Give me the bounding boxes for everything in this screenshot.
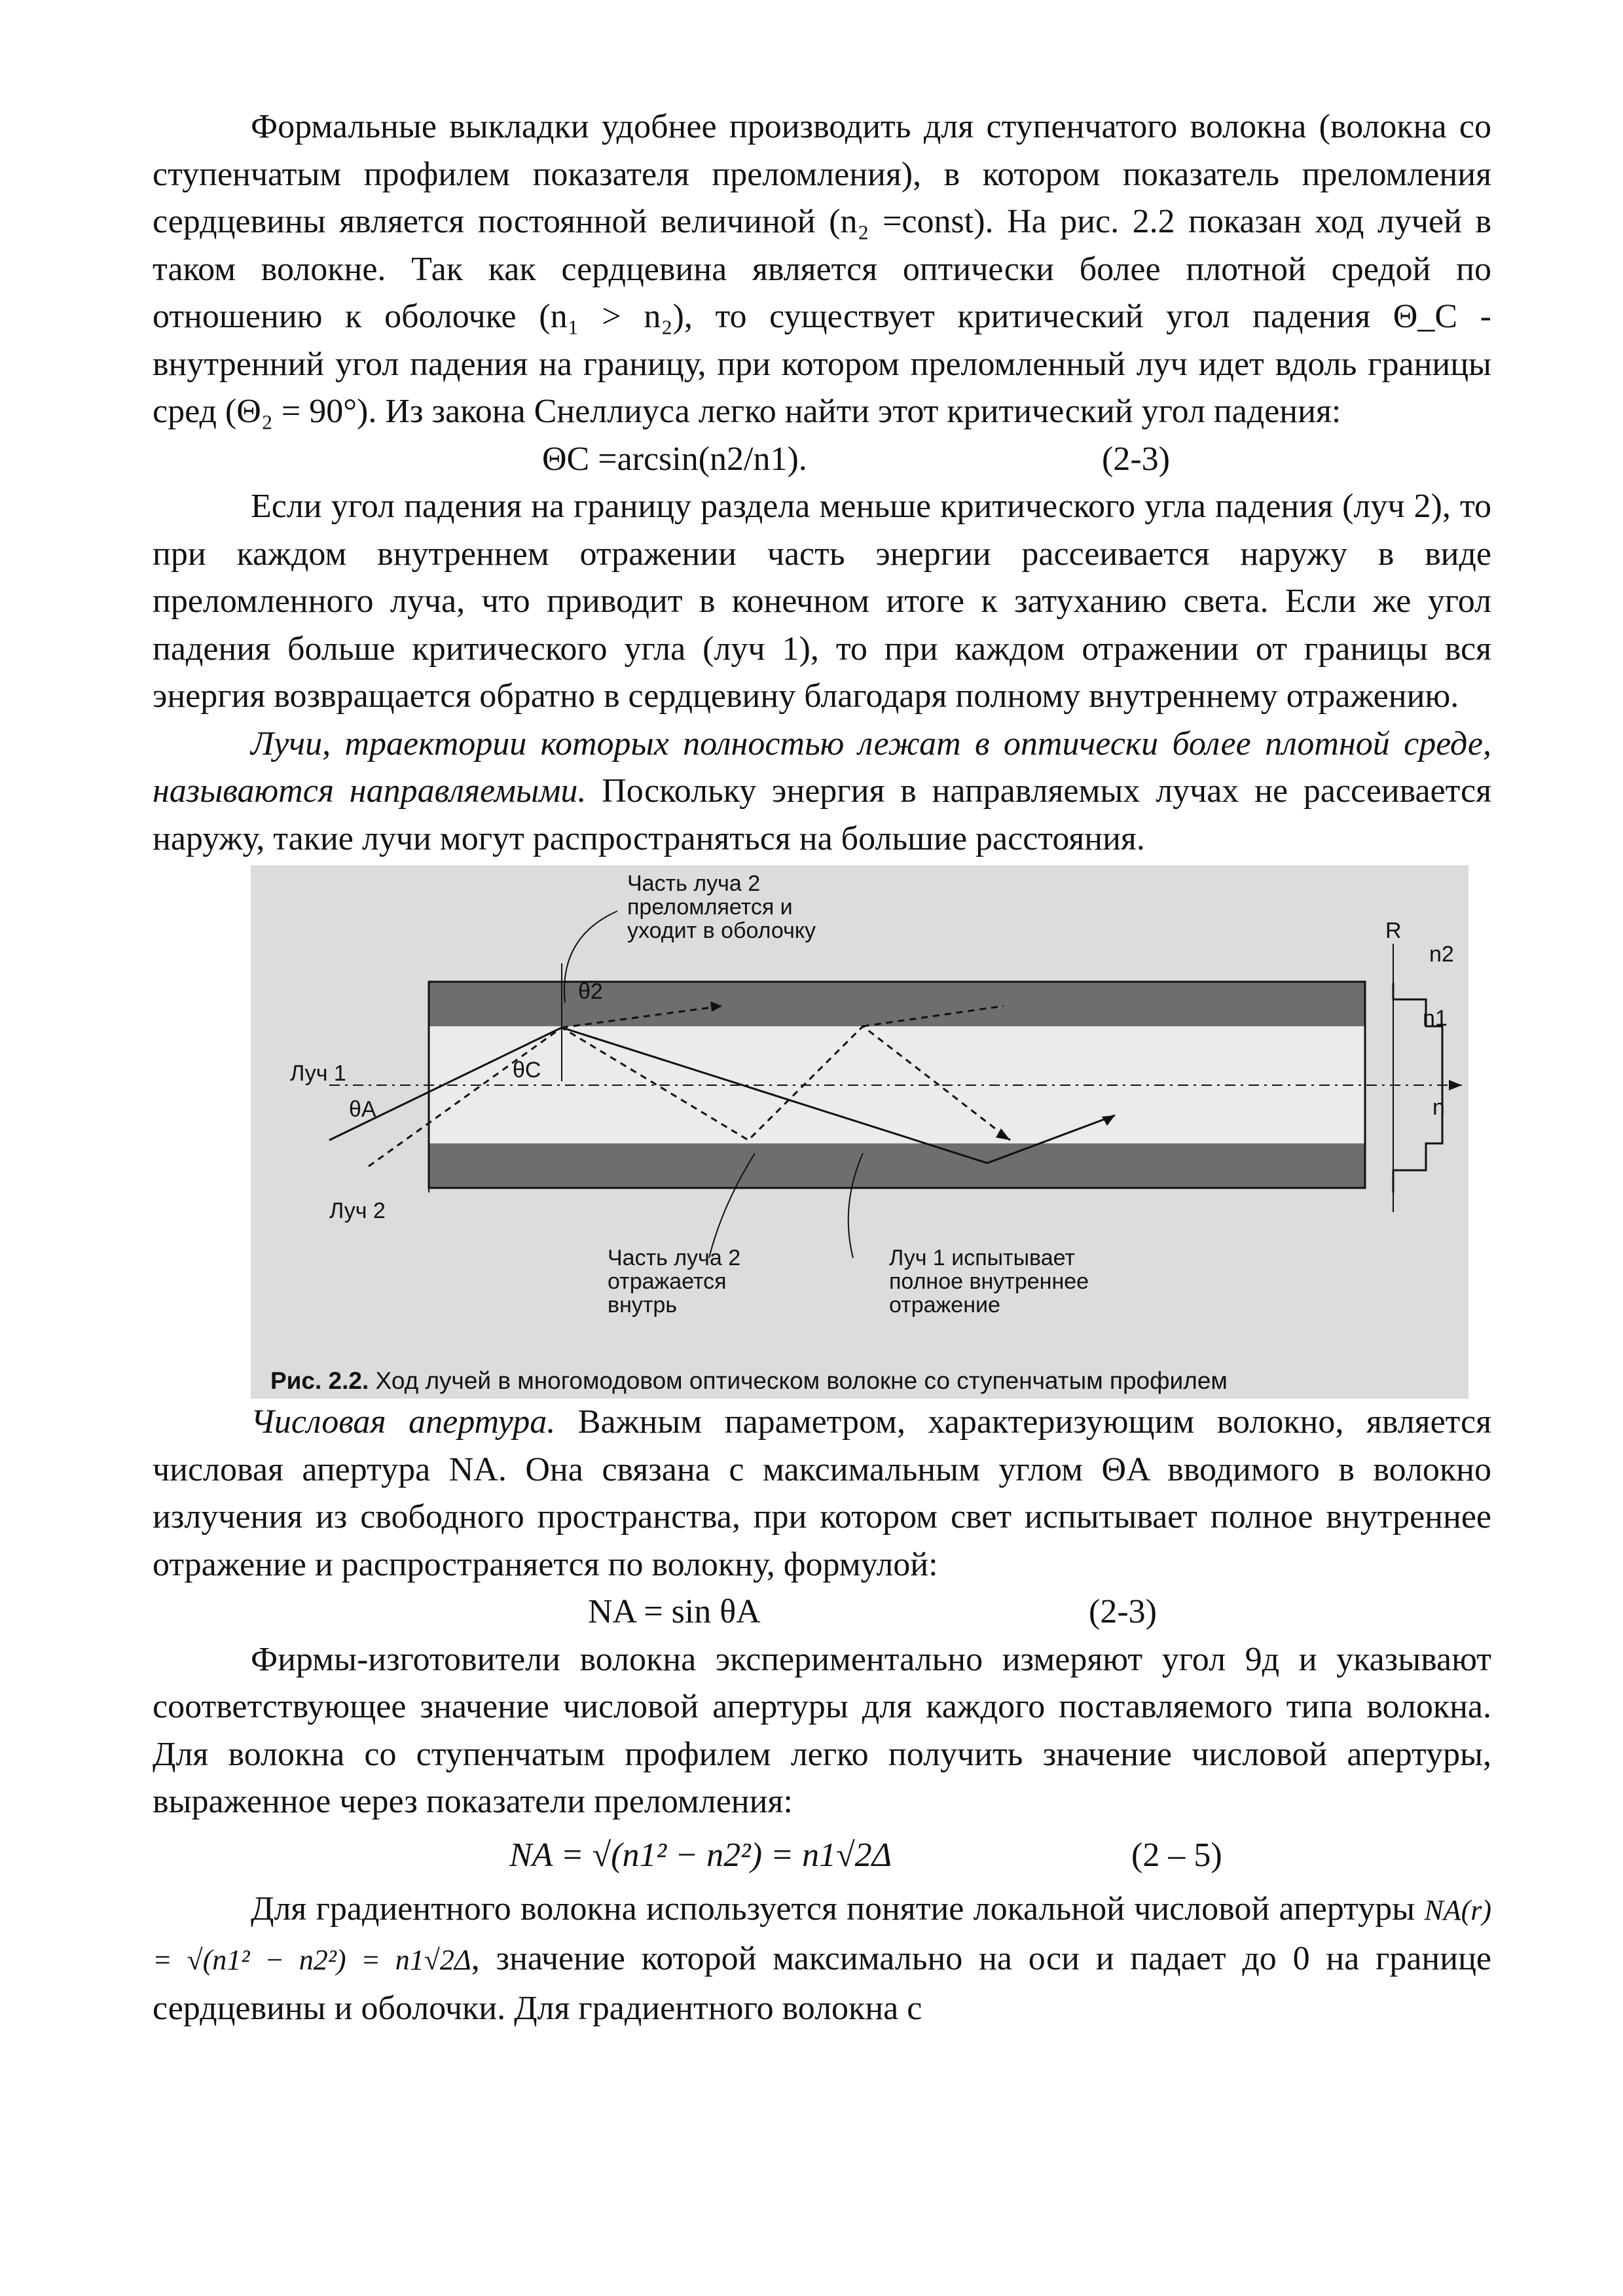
graded-formula: NA(r) = √(n1² − n2²) = n1√2Δ xyxy=(153,1893,1492,1976)
equation-number: (2-3) xyxy=(1089,1593,1157,1630)
label-n1: n1 xyxy=(1423,1006,1448,1031)
paragraph-manufacturers: Фирмы-изготовители волокна экспериментально измеряют угол 9д и указывают соответствующее значение числовой апертуры для каждого поставляемого типа волокна. Для волокна со ступенчатым профилем легко получить значение числовой апертуры, выраженное через показатели преломления: xyxy=(153,1640,1491,1820)
label-part-reflected: Часть луча 2 отражается внутрь xyxy=(608,1246,741,1318)
figure-ray-paths xyxy=(251,865,1468,1399)
graded-text-a: Для градиентного волокна используется понятие локальной числовой апертуры xyxy=(251,1890,1415,1928)
paragraph-step-fiber: Формальные выкладки удобнее производить для ступенчатого волокна (волокна со ступенчатым профилем показателя преломления), в котором показатель преломления сердцевины является постоянной величиной (n₂ =const). На рис. 2.2 показан ход лучей в таком волокне. Так как сердцевина является оптически более плотной средой по отношению к оболочке (n₁ > n₂), то существует критический угол падения Θ_C - внутренний угол падения на границу, при котором преломленный луч идет вдоль границы сред (Θ₂ = 90°). Из закона Снеллиуса легко найти этот критический угол падения: xyxy=(153,108,1491,430)
graded-text-b: , значение которой максимально на оси и падает до 0 на границе сердцевины и оболочки. Для градиентного волокна с xyxy=(153,1939,1491,2027)
label-n: n xyxy=(1432,1095,1445,1120)
label-ray-2: Луч 2 xyxy=(329,1198,386,1223)
guided-rays-definition: Лучи, траектории которых полностью лежат в оптически более плотной среде, называются направляемыми. xyxy=(153,725,1491,810)
guided-rays-text: Поскольку энергия в направляемых лучах не рассеивается наружу, такие лучи могут распространяться на большие расстояния. xyxy=(153,772,1491,857)
label-radius: R xyxy=(1385,918,1402,943)
equation-na-sin xyxy=(153,1588,1491,1636)
figure-caption xyxy=(270,1368,1228,1394)
document-page xyxy=(153,103,1491,2033)
na-heading: Числовая апертура. xyxy=(251,1403,556,1441)
paragraph-numerical-aperture xyxy=(153,1399,1491,1588)
caption-prefix: Рис. 2.2. xyxy=(270,1367,369,1394)
paragraph-graded-fiber xyxy=(153,1885,1491,2033)
paragraph-guided-rays xyxy=(153,721,1491,863)
fiber-diagram xyxy=(251,865,1468,1399)
label-theta-2: θ2 xyxy=(578,979,603,1004)
axis-arrow xyxy=(1449,1080,1462,1090)
paragraph-ray-losses: Если угол падения на границу раздела меньше критического угла падения (луч 2), то при каждом внутреннем отражении часть энергии рассеивается наружу в виде преломленного луча, что приводит в конечном итоге к затуханию света. Если же угол падения больше критического угла (луч 1), то при каждом отражении от границы вся энергия возвращается обратно в сердцевину благодаря полному внутреннему отражению. xyxy=(153,488,1491,715)
label-part-refracted: Часть луча 2 преломляется и уходит в оболочку xyxy=(627,871,816,943)
equation-critical-angle xyxy=(153,436,1491,484)
label-ray-1: Луч 1 xyxy=(290,1061,346,1086)
equation-formula: NA = √(n1² − n2²) = n1√2Δ xyxy=(509,1836,892,1874)
equation-number: (2-3) xyxy=(1102,440,1170,478)
label-ray1-tir: Луч 1 испытывает полное внутреннее отражение xyxy=(889,1246,1089,1318)
label-n2: n2 xyxy=(1429,942,1454,967)
label-theta-a: θA xyxy=(349,1097,376,1122)
na-text: Важным параметром, характеризующим волокно, является числовая апертура NA. Она связана с максимальным углом ΘA вводимого в волокно излучения из свободного пространства, при котором свет испытывает полное внутреннее отражение и распространяется по волокну, формулой: xyxy=(153,1403,1492,1583)
label-theta-c: θC xyxy=(513,1058,541,1083)
caption-text: Ход лучей в многомодовом оптическом волокне со ступенчатым профилем xyxy=(369,1367,1228,1394)
equation-formula: ΘC =arcsin(n2/n1). xyxy=(542,440,807,478)
cladding-bottom xyxy=(429,1143,1365,1188)
equation-na-index xyxy=(153,1826,1491,1885)
cladding-top xyxy=(429,979,1365,1026)
equation-formula: NA = sin θA xyxy=(588,1593,761,1630)
equation-number: (2 – 5) xyxy=(1131,1836,1222,1874)
